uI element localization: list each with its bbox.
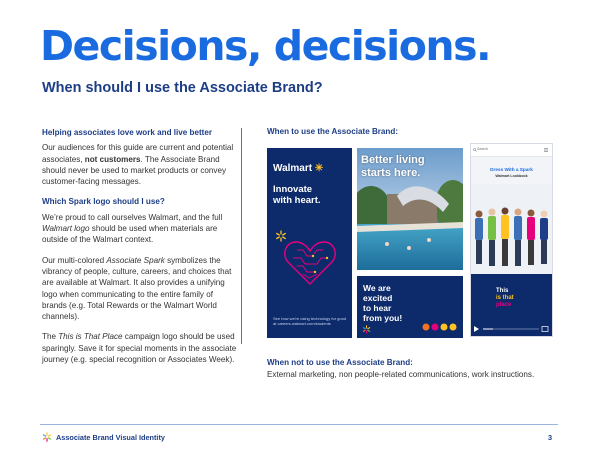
excited-headline	[363, 283, 402, 323]
excited-line-2: excited	[363, 293, 393, 303]
footer-label: Associate Brand Visual Identity	[56, 433, 165, 442]
pool-headline	[361, 154, 425, 179]
lookbook-top-bar	[471, 144, 552, 157]
footer-spark-icon	[42, 432, 52, 442]
spark-text-italic: Associate Spark	[106, 255, 165, 265]
logo-text-1: We’re proud to call ourselves Walmart, and the full	[42, 212, 223, 222]
tagline-line-2: with heart.	[273, 195, 321, 206]
walmart-logo-paragraph	[42, 212, 237, 246]
fullscreen-icon	[542, 327, 548, 332]
lookbook-video-player	[471, 274, 552, 336]
campaign-text-2: campaign logo should be used sparingly. Save it for special moments in the associate journey (e.g. special recognition or Associates Week).	[42, 332, 237, 365]
audience-text-2: . The Associate Brand should never be used to market products or convey customer-facing messages.	[42, 154, 227, 187]
pool-headline-line-1: Better living	[361, 154, 425, 166]
campaign-logo-paragraph	[42, 331, 237, 365]
page-number: 3	[548, 433, 553, 442]
lookbook-search-text: Search	[477, 147, 489, 151]
footer-divider	[40, 424, 558, 425]
spark-text-2: symbolizes the vibrancy of people, culture, careers, and choices that are available at Walmart. It also provides a unifying logo when communicating to the entire family of brands (e.g. Total Rewards or the Walmart World channels).	[42, 255, 232, 322]
walmart-logo	[273, 163, 323, 174]
page-subtitle: When should I use the Associate Brand?	[42, 80, 323, 96]
circuit-heart-icon	[283, 238, 337, 288]
section-heading-audience: Helping associates love work and live better	[42, 128, 213, 137]
campaign-text-italic: This is That Place	[58, 332, 123, 342]
section-heading-logo: Which Spark logo should I use?	[42, 197, 165, 207]
when-not-to-use-text: External marketing, non people-related communications, work instructions.	[267, 370, 535, 379]
when-not-to-use-heading: When not to use the Associate Brand:	[267, 358, 413, 367]
badge-line-2: is that	[496, 295, 514, 301]
associates-group-photo	[471, 184, 552, 274]
associate-spark-paragraph	[42, 255, 237, 323]
walmart-fine-print: See how we're using technology for good at careers.walmart.com/students	[273, 316, 347, 326]
page-title: Decisions, decisions.	[40, 22, 491, 70]
associate-spark-icon	[362, 325, 371, 334]
left-column	[42, 127, 237, 374]
walmart-logo-text: Walmart	[273, 163, 313, 174]
badge-line-3: place	[496, 302, 512, 308]
menu-icon	[543, 147, 549, 153]
excited-line-3: to hear	[363, 303, 392, 313]
play-icon	[474, 326, 479, 332]
video-controls	[471, 324, 552, 334]
excited-line-4: from you!	[363, 313, 403, 323]
lookbook-subtitle: Walmart Lookbook	[495, 174, 528, 178]
lookbook-title: Dress With a Spark	[490, 167, 533, 172]
excited-line-1: We are	[363, 283, 391, 293]
audience-paragraph	[42, 142, 237, 187]
logo-text-2: should be used when materials are outside of the Walmart context.	[42, 224, 218, 245]
walmart-innovate-tile	[267, 148, 352, 338]
tagline-line-1: Innovate	[273, 184, 313, 195]
audience-emphasis: not customers	[84, 154, 141, 164]
badge-line-1: This	[496, 288, 509, 294]
when-to-use-heading: When to use the Associate Brand:	[267, 127, 399, 136]
decorative-dots	[421, 322, 463, 332]
lookbook-phone-tile	[470, 143, 553, 337]
excited-tile	[357, 276, 463, 338]
campaign-text-1: The	[42, 332, 56, 342]
walmart-spark-icon: ✳	[314, 163, 324, 174]
pool-headline-line-2: starts here.	[361, 166, 421, 179]
logo-text-italic: Walmart logo	[42, 224, 90, 234]
spark-text-1: Our multi-colored	[42, 255, 105, 265]
this-is-that-place-logo	[496, 288, 514, 309]
walmart-tagline	[273, 184, 351, 206]
pool-photo-tile	[357, 148, 463, 270]
audience-text-1: Our audiences for this guide are current and potential associates,	[42, 143, 234, 164]
column-divider	[241, 128, 242, 344]
